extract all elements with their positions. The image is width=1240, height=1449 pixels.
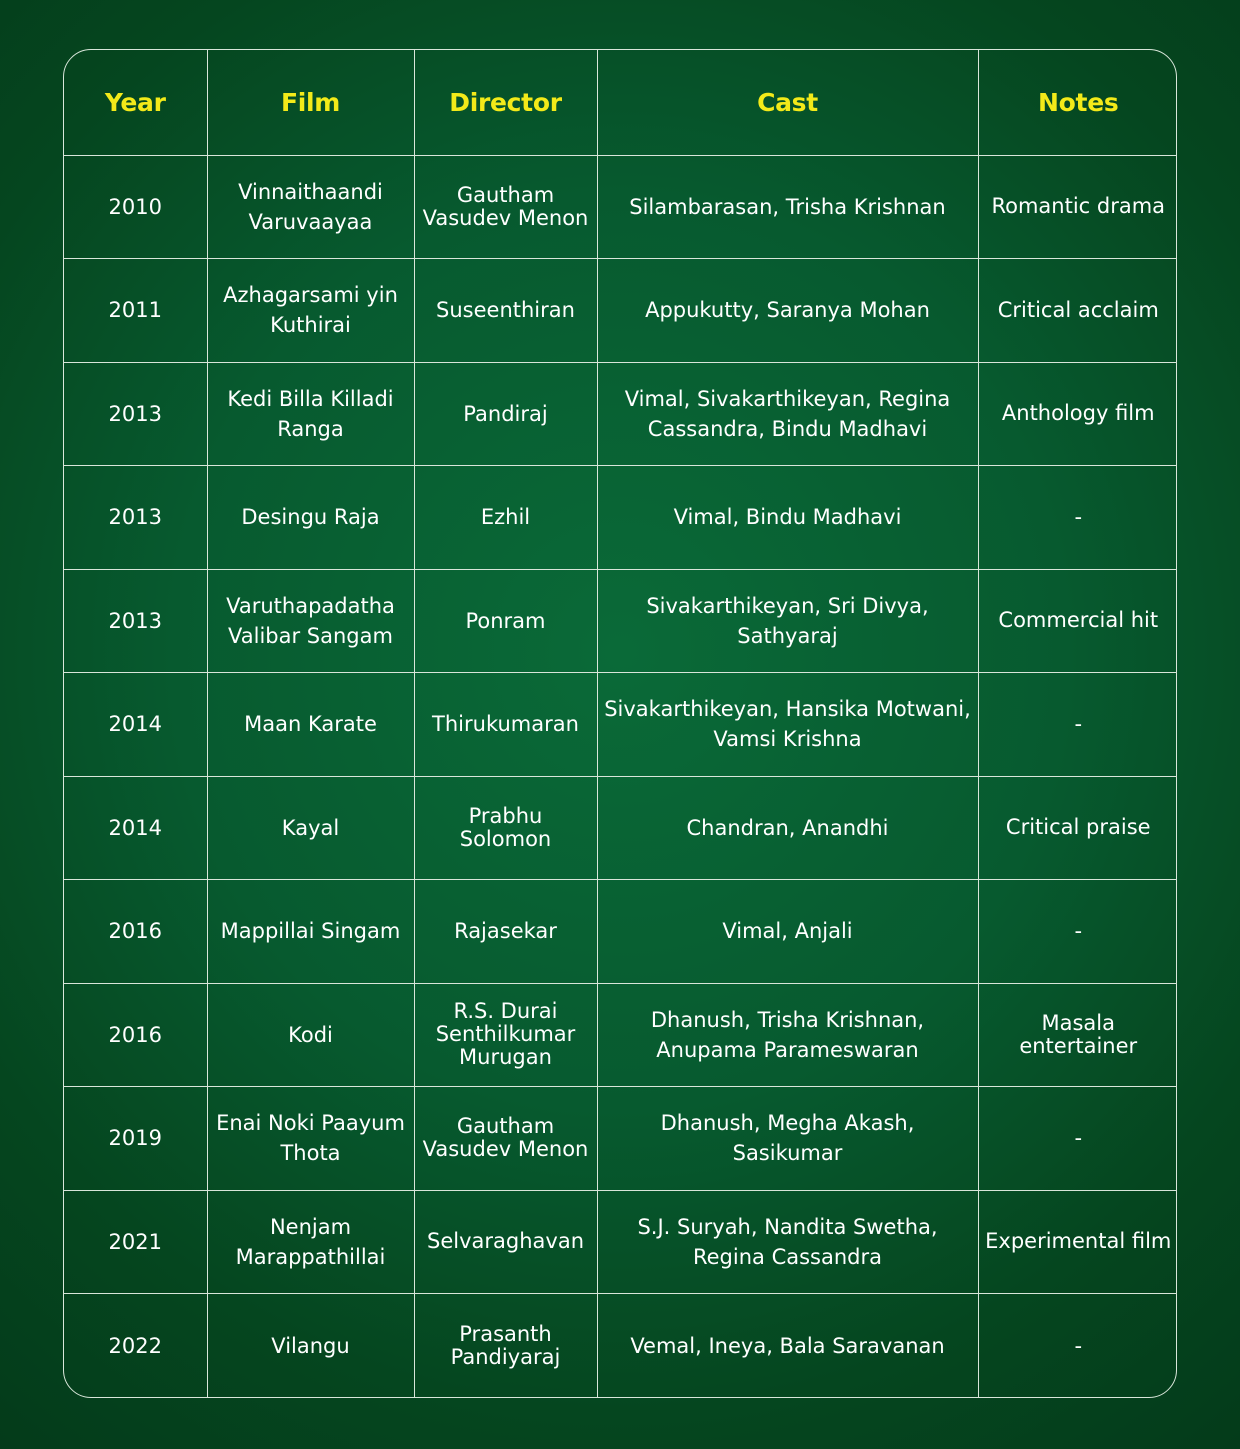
table-row [64,362,1177,466]
cell-notes: Experimental film [978,1190,1177,1294]
cell-cast: Dhanush, Megha Akash, Sasikumar [597,1087,978,1191]
cell-film: Kedi Billa Killadi Ranga [207,362,414,466]
cell-cast: Dhanush, Trisha Krishnan, Anupama Parameswaran [597,983,978,1087]
cell-director: Gautham Vasudev Menon [414,1087,597,1191]
cell-cast: Sivakarthikeyan, Sri Divya, Sathyaraj [597,569,978,673]
table-row [64,673,1177,777]
cell-director: Pandiraj [414,362,597,466]
cell-cast: Vemal, Ineya, Bala Saravanan [597,1294,978,1398]
cell-cast: Vimal, Anjali [597,880,978,984]
cell-cast: S.J. Suryah, Nandita Swetha, Regina Cassandra [597,1190,978,1294]
cell-notes: - [978,1087,1177,1191]
cell-year: 2013 [64,362,207,466]
cell-notes: - [978,1294,1177,1398]
header-film: Film [207,50,414,155]
filmography-table-container [63,49,1177,1398]
cell-year: 2019 [64,1087,207,1191]
cell-cast: Silambarasan, Trisha Krishnan [597,155,978,259]
cell-year: 2016 [64,880,207,984]
cell-director: Prabhu Solomon [414,776,597,880]
cell-cast: Vimal, Bindu Madhavi [597,466,978,570]
cell-director: Suseenthiran [414,259,597,363]
cell-cast: Appukutty, Saranya Mohan [597,259,978,363]
cell-notes: Masala entertainer [978,983,1177,1087]
cell-notes: Commercial hit [978,569,1177,673]
cell-film: Kayal [207,776,414,880]
cell-year: 2014 [64,776,207,880]
header-director: Director [414,50,597,155]
cell-cast: Chandran, Anandhi [597,776,978,880]
table-row [64,1294,1177,1398]
table-row [64,155,1177,259]
table-row [64,1190,1177,1294]
cell-year: 2021 [64,1190,207,1294]
cell-cast: Vimal, Sivakarthikeyan, Regina Cassandra, Bindu Madhavi [597,362,978,466]
cell-director: Gautham Vasudev Menon [414,155,597,259]
cell-notes: Anthology film [978,362,1177,466]
header-cast: Cast [597,50,978,155]
cell-year: 2016 [64,983,207,1087]
cell-notes: - [978,466,1177,570]
table-row [64,466,1177,570]
cell-director: Selvaraghavan [414,1190,597,1294]
cell-director: Rajasekar [414,880,597,984]
cell-notes: Romantic drama [978,155,1177,259]
cell-year: 2013 [64,569,207,673]
cell-director: Ponram [414,569,597,673]
cell-film: Desingu Raja [207,466,414,570]
cell-director: Ezhil [414,466,597,570]
cell-director: Thirukumaran [414,673,597,777]
cell-film: Mappillai Singam [207,880,414,984]
cell-year: 2013 [64,466,207,570]
cell-film: Enai Noki Paayum Thota [207,1087,414,1191]
cell-notes: - [978,673,1177,777]
cell-film: Nenjam Marappathillai [207,1190,414,1294]
cell-year: 2022 [64,1294,207,1398]
cell-notes: - [978,880,1177,984]
table-row [64,880,1177,984]
cell-year: 2014 [64,673,207,777]
cell-notes: Critical acclaim [978,259,1177,363]
header-notes: Notes [978,50,1177,155]
cell-year: 2011 [64,259,207,363]
table-row [64,1087,1177,1191]
cell-year: 2010 [64,155,207,259]
cell-film: Kodi [207,983,414,1087]
header-year: Year [64,50,207,155]
cell-director: Prasanth Pandiyaraj [414,1294,597,1398]
cell-film: Vinnaithaandi Varuvaayaa [207,155,414,259]
cell-director: R.S. Durai Senthilkumar Murugan [414,983,597,1087]
filmography-table [64,50,1177,1397]
cell-film: Varuthapadatha Valibar Sangam [207,569,414,673]
cell-film: Vilangu [207,1294,414,1398]
cell-notes: Critical praise [978,776,1177,880]
cell-film: Azhagarsami yin Kuthirai [207,259,414,363]
cell-film: Maan Karate [207,673,414,777]
table-row [64,259,1177,363]
table-row [64,569,1177,673]
table-row [64,983,1177,1087]
table-row [64,776,1177,880]
cell-cast: Sivakarthikeyan, Hansika Motwani, Vamsi Krishna [597,673,978,777]
table-header-row [64,50,1177,155]
